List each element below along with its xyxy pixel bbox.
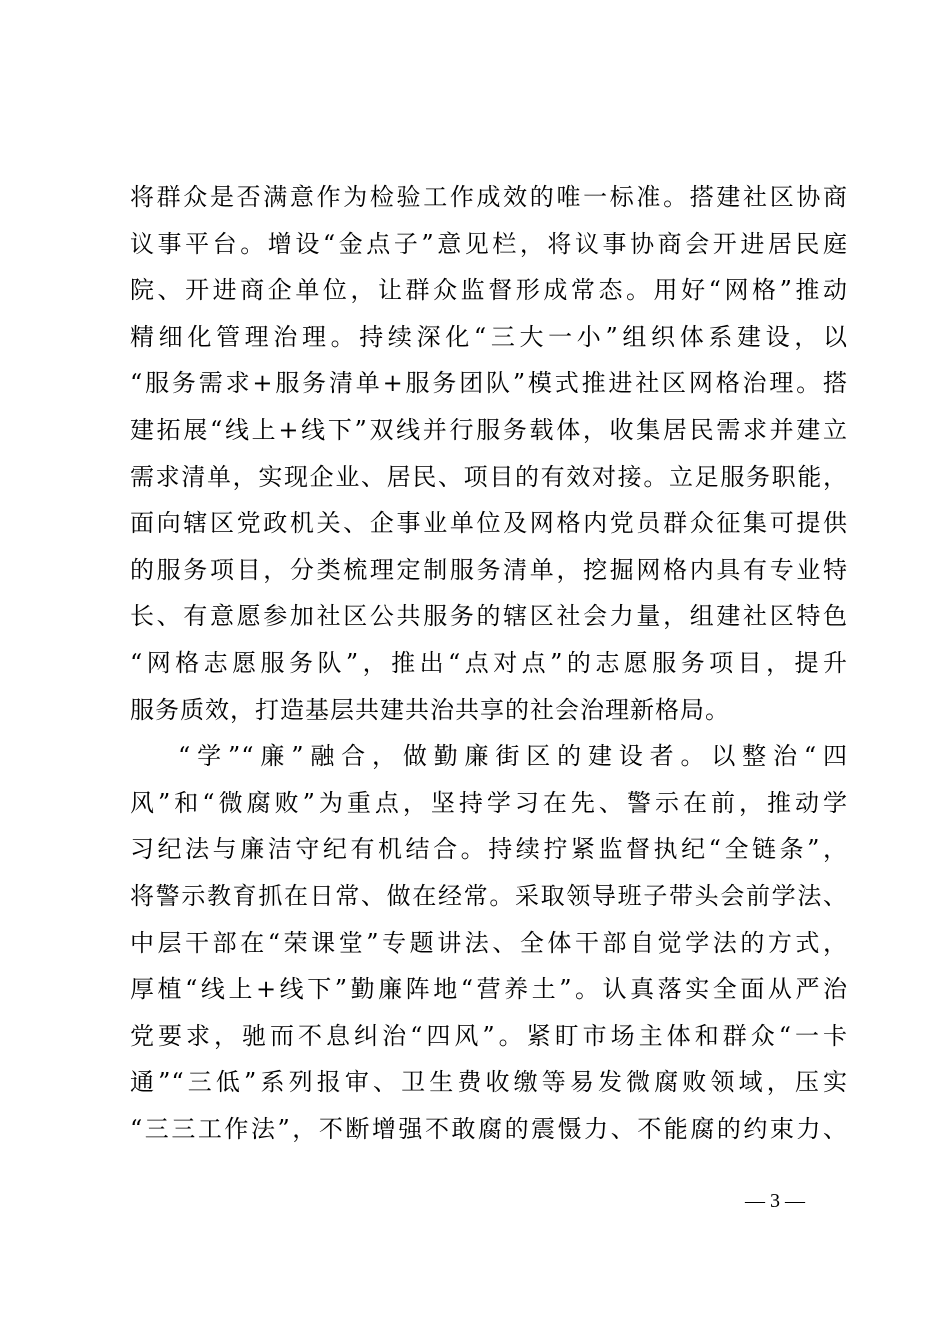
paragraph-line: 议事平台。增设“金点子”意见栏，将议事协商会开进居民庭 (130, 229, 848, 258)
paragraph-line: 中层干部在“荣课堂”专题讲法、全体干部自觉学法的方式， (130, 928, 848, 957)
paragraph-line: 的服务项目，分类梳理定制服务清单，挖掘网格内具有专业特 (130, 555, 848, 584)
paragraph-line: 建拓展“线上+线下”双线并行服务载体，收集居民需求并建立 (130, 415, 848, 444)
paragraph-line: 需求清单，实现企业、居民、项目的有效对接。立足服务职能， (130, 462, 848, 491)
paragraph-line: 风”和“微腐败”为重点，坚持学习在先、警示在前，推动学 (130, 788, 848, 817)
paragraph-line: 厚植“线上+线下”勤廉阵地“营养土”。认真落实全面从严治 (130, 975, 848, 1004)
paragraph-line: 习纪法与廉洁守纪有机结合。持续拧紧监督执纪“全链条”， (130, 835, 848, 864)
paragraph-line: 面向辖区党政机关、企事业单位及网格内党员群众征集可提供 (130, 509, 848, 538)
paragraph-1 (130, 174, 848, 733)
paragraph-line: 长、有意愿参加社区公共服务的辖区社会力量，组建社区特色 (130, 602, 848, 631)
paragraph-line: 服务质效，打造基层共建共治共享的社会治理新格局。 (130, 695, 730, 724)
paragraph-line: 院、开进商企单位，让群众监督形成常态。用好“网格”推动 (130, 276, 848, 305)
page-number: — 3 — (745, 1190, 805, 1212)
paragraph-line: “服务需求+服务清单+服务团队”模式推进社区网格治理。搭 (130, 369, 848, 398)
paragraph-line: 精细化管理治理。持续深化“三大一小”组织体系建设，以 (130, 322, 848, 351)
paragraph-line: 将群众是否满意作为检验工作成效的唯一标准。搭建社区协商 (130, 183, 848, 211)
paragraph-line: 党要求，驰而不息纠治“四风”。紧盯市场主体和群众“一卡 (130, 1021, 848, 1050)
paragraph-line: 通”“三低”系列报审、卫生费收缴等易发微腐败领域，压实 (130, 1068, 848, 1097)
paragraph-line: “三三工作法”，不断增强不敢腐的震慑力、不能腐的约束力、 (130, 1114, 848, 1143)
paragraph-line: 将警示教育抓在日常、做在经常。采取领导班子带头会前学法、 (130, 881, 848, 910)
paragraph-line: “学”“廉”融合，做勤廉街区的建设者。以整治“四 (178, 742, 848, 771)
paragraph-2 (130, 733, 848, 1152)
paragraph-line: “网格志愿服务队”，推出“点对点”的志愿服务项目，提升 (130, 648, 848, 677)
body-text (130, 174, 848, 1152)
